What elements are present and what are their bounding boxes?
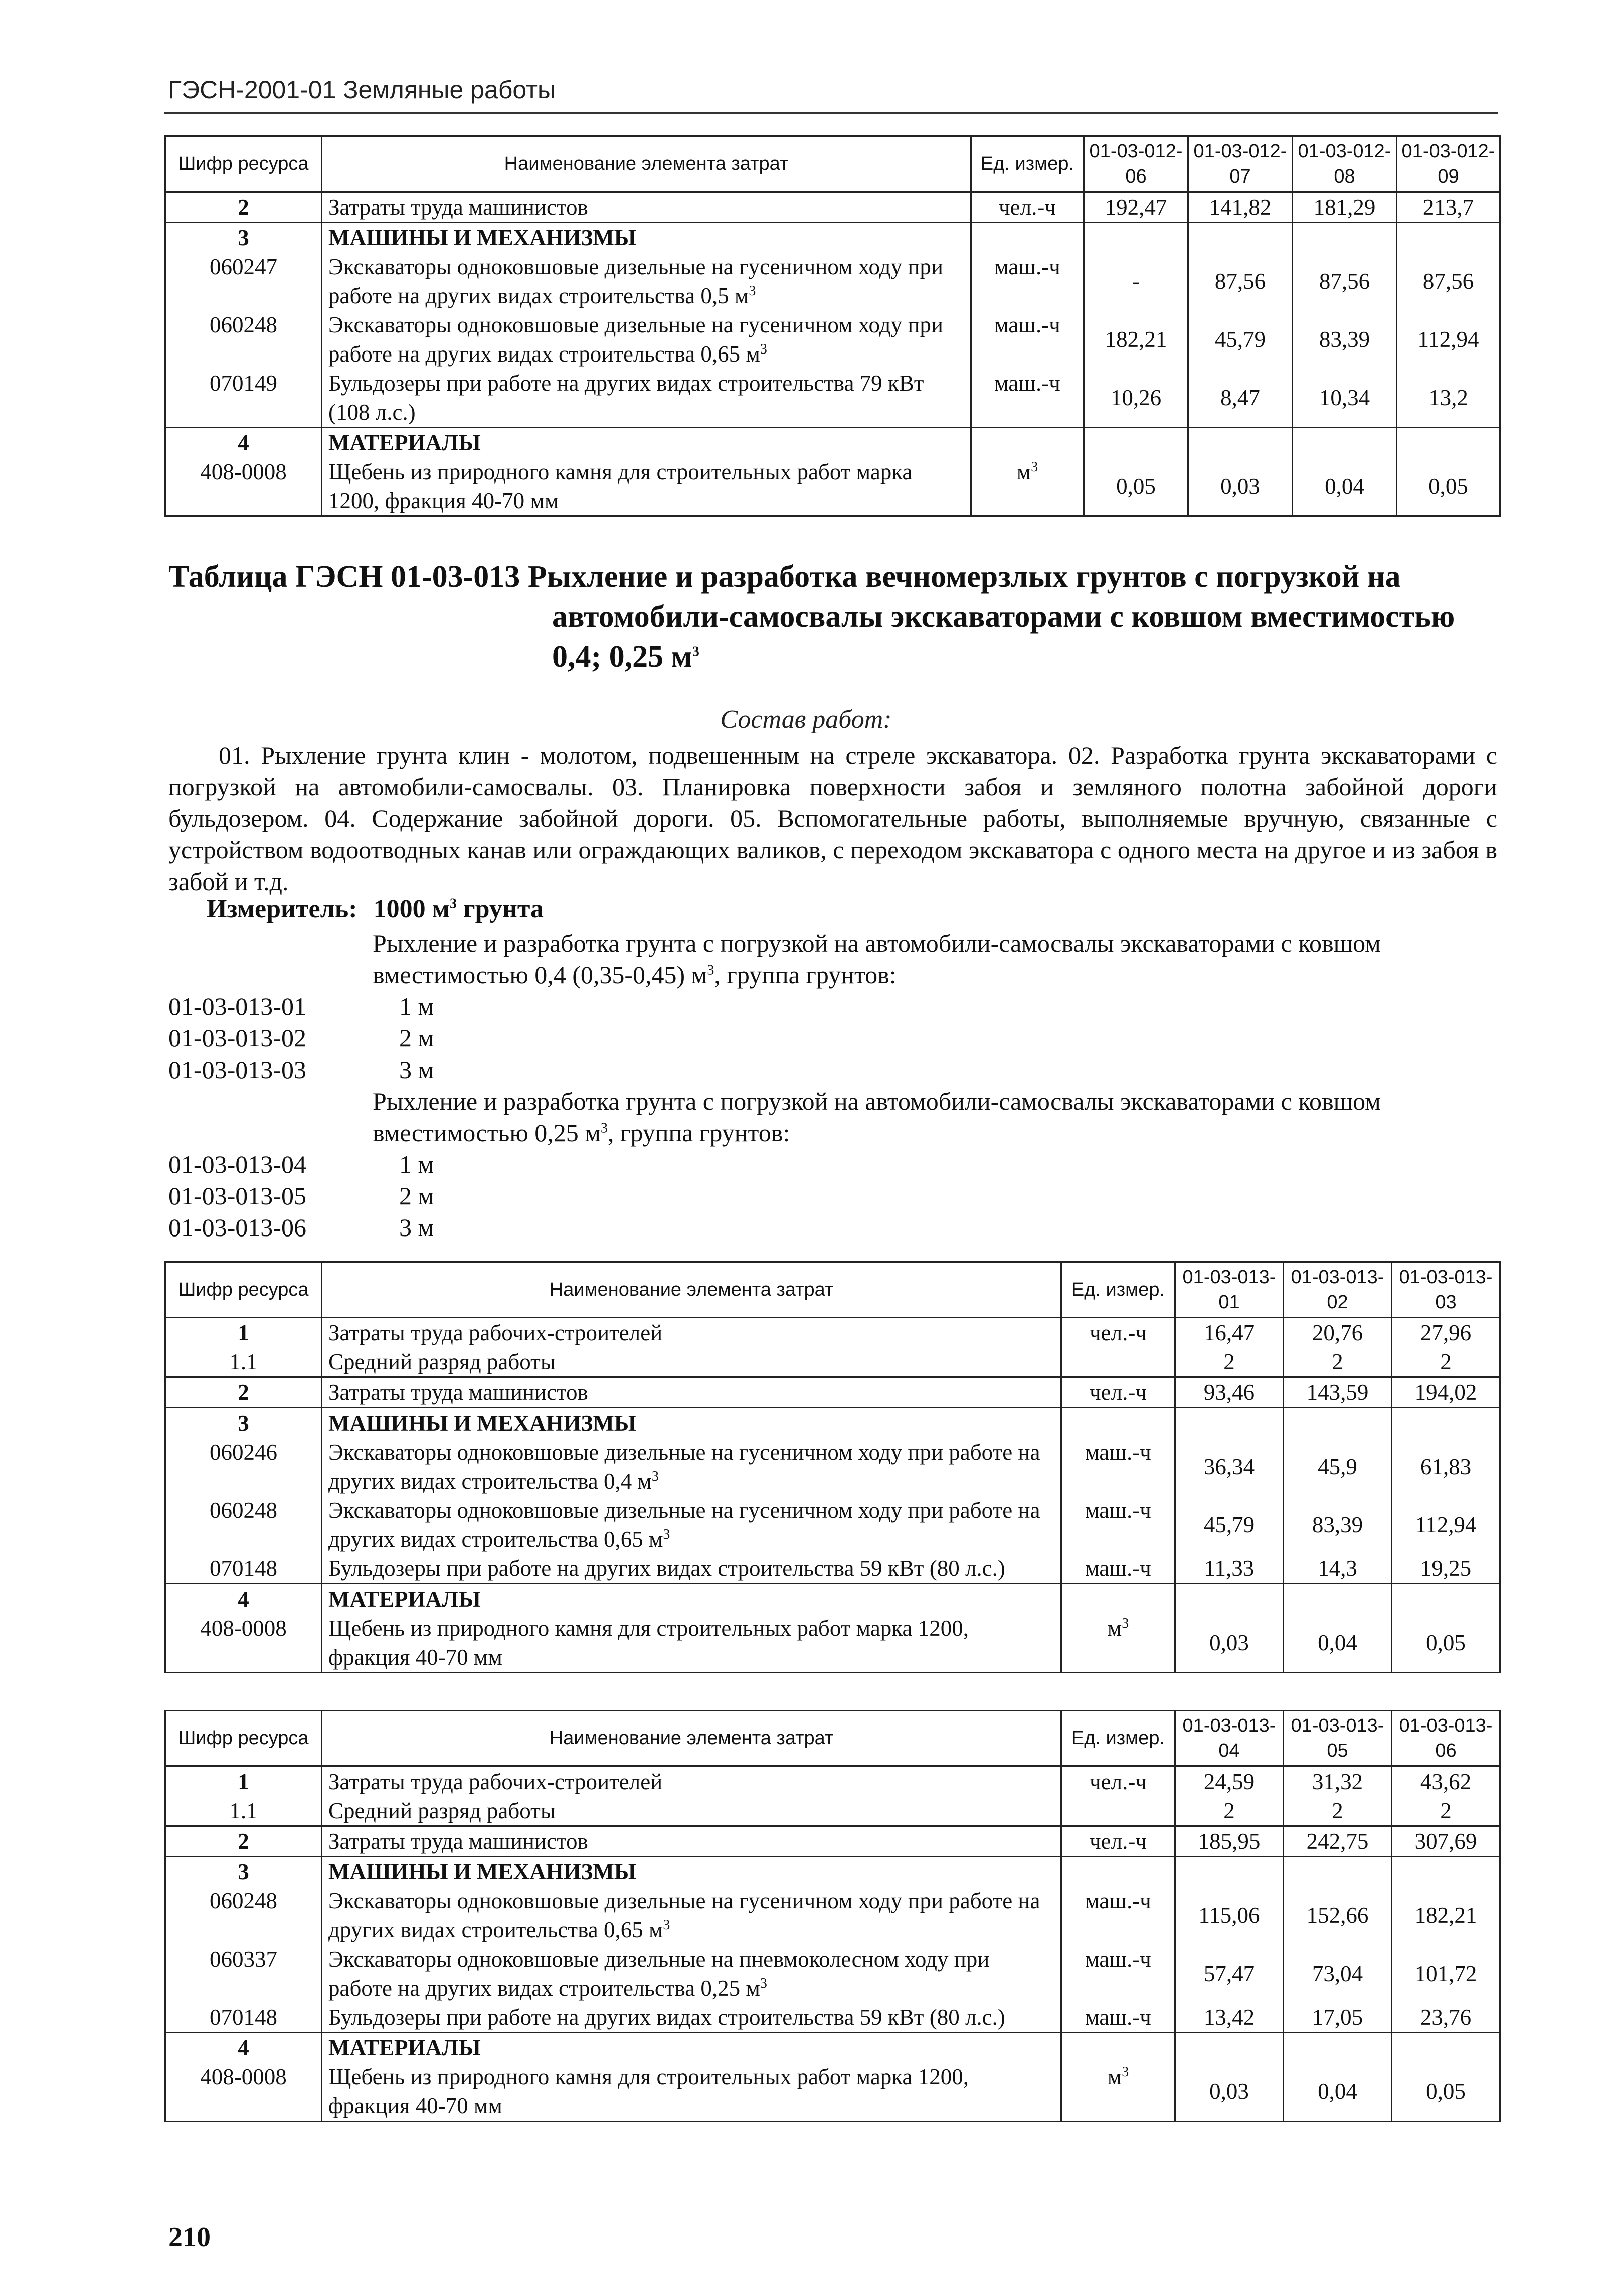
- resource-name-cell: Экскаваторы одноковшовые дизельные на гусеничном ходу при работе на других видах строительства 0,65 $м^3$: [322, 310, 971, 369]
- resource-unit: м: [1016, 459, 1031, 484]
- norm-description: Рыхление и разработка грунта с погрузкой на автомобили-самосвалы экскаваторами с ковшом вместимостью 0,4 (0,35-0,45) $м^3$, группа грунтов:: [373, 929, 1381, 989]
- table-row: [165, 2003, 1500, 2033]
- norm-value: 2: [1284, 1796, 1392, 1826]
- resource-name: Бульдозеры при работе на других видах строительства 59 кВт (80 л.с.): [322, 1554, 1061, 1584]
- resource-table-013-a: [164, 1261, 1501, 1673]
- norm-value: 182,21: [1392, 1886, 1500, 1945]
- composition-heading: Состав работ:: [720, 705, 892, 734]
- norm-value: 141,82: [1188, 192, 1293, 223]
- norm-code-row: [168, 1022, 434, 1054]
- resource-code: 070148: [165, 2003, 322, 2033]
- page-number: 210: [168, 2222, 211, 2253]
- resource-code: 2: [165, 1826, 322, 1857]
- norm-value: 112,94: [1392, 1496, 1500, 1554]
- resource-name: Средний разряд работы: [322, 1347, 1061, 1377]
- resource-table-012: [164, 135, 1501, 517]
- norm-code: 01-03-013-06: [168, 1213, 306, 1242]
- norm-value: 36,34: [1175, 1438, 1284, 1496]
- table-row: [165, 1886, 1500, 1945]
- col-header-norm: 01-03-013-05: [1284, 1711, 1392, 1767]
- norm-code-row: [168, 1149, 434, 1180]
- norm-value: 83,39: [1284, 1496, 1392, 1554]
- col-header-name: Наименование элемента затрат: [322, 1711, 1061, 1767]
- table-row: [165, 1377, 1500, 1408]
- resource-code: 060248: [165, 1886, 322, 1945]
- table-row: [165, 1438, 1500, 1496]
- norm-value: 0,04: [1293, 457, 1397, 516]
- resource-name: Затраты труда рабочих-строителей: [322, 1318, 1061, 1348]
- norm-value: 143,59: [1284, 1377, 1392, 1408]
- resource-name: Экскаваторы одноковшовые дизельные на гусеничном ходу при работе на других видах строительства 0,4 м: [328, 1440, 1040, 1494]
- resource-unit: маш.-ч: [1061, 2003, 1175, 2033]
- table-title-rest: автомобили-самосвалы экскаваторами с ковшом вместимостью 0,4; 0,25 м: [552, 600, 1455, 674]
- col-header-unit: Ед. измер.: [1061, 1711, 1175, 1767]
- norm-value: 0,04: [1284, 1614, 1392, 1673]
- resource-unit: чел.-ч: [1061, 1826, 1175, 1857]
- section-row: [165, 1584, 1500, 1614]
- norm-value: 61,83: [1392, 1438, 1500, 1496]
- measure-value: 1000 м: [373, 895, 450, 923]
- norm-value: 181,29: [1293, 192, 1397, 223]
- col-header-norm: 01-03-013-04: [1175, 1711, 1284, 1767]
- resource-code: 060337: [165, 1945, 322, 2003]
- resource-code: 070149: [165, 369, 322, 428]
- table-row: [165, 310, 1500, 369]
- col-header-norm: 01-03-013-01: [1175, 1262, 1284, 1318]
- resource-code: 1.1: [165, 1796, 322, 1826]
- resource-unit: маш.-ч: [1061, 1496, 1175, 1554]
- col-header-name: Наименование элемента затрат: [322, 1262, 1061, 1318]
- table-row: [165, 252, 1500, 310]
- col-header-unit: Ед. измер.: [971, 136, 1084, 192]
- resource-name-cell: Экскаваторы одноковшовые дизельные на гусеничном ходу при работе на других видах строительства 0,4 $м^3$: [322, 1438, 1061, 1496]
- table-row: [165, 1554, 1500, 1584]
- table-row: [165, 192, 1500, 223]
- table-row: [165, 369, 1500, 428]
- measure-suffix: грунта: [463, 895, 544, 923]
- resource-unit: чел.-ч: [1061, 1318, 1175, 1348]
- norm-value: 112,94: [1397, 310, 1500, 369]
- resource-unit: [1061, 1796, 1175, 1826]
- resource-code: 060246: [165, 1438, 322, 1496]
- norm-code-row: [168, 1212, 434, 1244]
- norm-code-row: [168, 1054, 434, 1086]
- table-header-row: [165, 136, 1500, 192]
- table-row: [165, 1347, 1500, 1377]
- resource-unit: маш.-ч: [971, 252, 1084, 310]
- resource-unit-cell: $м^3$: [971, 457, 1084, 516]
- resource-table-013-b: [164, 1710, 1501, 2122]
- soil-group: 3 м: [399, 1213, 434, 1242]
- norm-value: 0,05: [1084, 457, 1188, 516]
- resource-code: 060248: [165, 310, 322, 369]
- section-number: 4: [165, 428, 322, 458]
- resource-code: 060247: [165, 252, 322, 310]
- norm-value: 213,7: [1397, 192, 1500, 223]
- norm-value: 73,04: [1284, 1945, 1392, 2003]
- norm-code: 01-03-013-02: [168, 1024, 306, 1052]
- col-header-norm: 01-03-013-03: [1392, 1262, 1500, 1318]
- norm-description-text: Рыхление и разработка грунта с погрузкой на автомобили-самосвалы экскаваторами с ковшом вместимостью 0,25 м: [373, 1087, 1381, 1147]
- table-title-line: Таблица ГЭСН 01-03-013 Рыхление и разработка вечномерзлых грунтов с погрузкой на: [168, 560, 1401, 594]
- resource-code: 408-0008: [165, 2062, 322, 2122]
- norm-value: 87,56: [1188, 252, 1293, 310]
- resource-name: Затраты труда машинистов: [322, 192, 971, 223]
- resource-name-cell: Экскаваторы одноковшовые дизельные на гусеничном ходу при работе на других видах строительства 0,65 $м^3$: [322, 1496, 1061, 1554]
- norm-value: 24,59: [1175, 1767, 1284, 1797]
- section-number: 4: [165, 2033, 322, 2063]
- norm-value: 93,46: [1175, 1377, 1284, 1408]
- norm-value: 2: [1175, 1347, 1284, 1377]
- section-row: [165, 223, 1500, 253]
- measure-line: Измеритель: 1000 $м^3$ грунта: [207, 895, 544, 923]
- section-title: МАТЕРИАЛЫ: [322, 428, 971, 458]
- norm-value: 57,47: [1175, 1945, 1284, 2003]
- norm-value: 20,76: [1284, 1318, 1392, 1348]
- section-number: 3: [165, 223, 322, 253]
- col-header-code: Шифр ресурса: [165, 136, 322, 192]
- norm-value: 45,79: [1175, 1496, 1284, 1554]
- norm-value: 19,25: [1392, 1554, 1500, 1584]
- norm-value: 8,47: [1188, 369, 1293, 428]
- norm-value: 31,32: [1284, 1767, 1392, 1797]
- norm-value: 13,42: [1175, 2003, 1284, 2033]
- resource-unit: чел.-ч: [971, 192, 1084, 223]
- resource-name: Щебень из природного камня для строительных работ марка 1200, фракция 40-70 мм: [322, 2062, 1061, 2122]
- resource-name: Бульдозеры при работе на других видах строительства 79 кВт (108 л.с.): [322, 369, 971, 428]
- table-row: [165, 1496, 1500, 1554]
- norm-value: 0,03: [1188, 457, 1293, 516]
- table-row: [165, 1318, 1500, 1348]
- resource-unit: чел.-ч: [1061, 1377, 1175, 1408]
- section-row: [165, 2033, 1500, 2063]
- norm-description-suffix: , группа грунтов:: [714, 961, 897, 989]
- table-title: [168, 557, 1502, 677]
- norm-value: 87,56: [1293, 252, 1397, 310]
- norm-code: 01-03-013-03: [168, 1055, 306, 1084]
- col-header-norm: 01-03-012-09: [1397, 136, 1500, 192]
- norm-value: 11,33: [1175, 1554, 1284, 1584]
- norm-value: 2: [1392, 1347, 1500, 1377]
- resource-unit-cell: $м^3$: [1061, 2062, 1175, 2122]
- resource-code: 408-0008: [165, 457, 322, 516]
- col-header-norm: 01-03-013-06: [1392, 1711, 1500, 1767]
- norm-value: 182,21: [1084, 310, 1188, 369]
- soil-group: 1 м: [399, 992, 434, 1020]
- resource-name: Затраты труда машинистов: [322, 1826, 1061, 1857]
- norm-value: 194,02: [1392, 1377, 1500, 1408]
- section-title: МАШИНЫ И МЕХАНИЗМЫ: [322, 1857, 1061, 1887]
- resource-code: 2: [165, 1377, 322, 1408]
- norm-value: 10,26: [1084, 369, 1188, 428]
- norm-value: 307,69: [1392, 1826, 1500, 1857]
- header-rule: [164, 112, 1498, 114]
- norm-value: 23,76: [1392, 2003, 1500, 2033]
- resource-name: Экскаваторы одноковшовые дизельные на гусеничном ходу при работе на других видах строительства 0,65 м: [328, 1888, 1040, 1942]
- resource-unit: [1061, 1347, 1175, 1377]
- resource-unit: маш.-ч: [1061, 1886, 1175, 1945]
- norm-value: 152,66: [1284, 1886, 1392, 1945]
- norm-value: -: [1084, 252, 1188, 310]
- resource-unit: чел.-ч: [1061, 1767, 1175, 1797]
- table-header-row: [165, 1711, 1500, 1767]
- norm-value: 2: [1284, 1347, 1392, 1377]
- col-header-norm: 01-03-012-06: [1084, 136, 1188, 192]
- norm-value: 0,05: [1392, 1614, 1500, 1673]
- soil-group: 1 м: [399, 1150, 434, 1178]
- resource-name: Экскаваторы одноковшовые дизельные на гусеничном ходу при работе на других видах строительства 0,65 м: [328, 312, 944, 367]
- norm-value: 45,9: [1284, 1438, 1392, 1496]
- resource-unit: м: [1107, 2064, 1122, 2089]
- norm-description-suffix: , группа грунтов:: [607, 1119, 790, 1147]
- norm-code: 01-03-013-04: [168, 1150, 306, 1178]
- table-header-row: [165, 1262, 1500, 1318]
- section-title: МАТЕРИАЛЫ: [322, 1584, 1061, 1614]
- table-row: [165, 1826, 1500, 1857]
- norm-value: 45,79: [1188, 310, 1293, 369]
- resource-code: 1: [165, 1767, 322, 1797]
- col-header-unit: Ед. измер.: [1061, 1262, 1175, 1318]
- section-number: 3: [165, 1857, 322, 1887]
- norm-value: 27,96: [1392, 1318, 1500, 1348]
- norm-value: 43,62: [1392, 1767, 1500, 1797]
- table-row: [165, 1945, 1500, 2003]
- norm-value: 0,03: [1175, 1614, 1284, 1673]
- norm-value: 14,3: [1284, 1554, 1392, 1584]
- resource-unit-cell: $м^3$: [1061, 1614, 1175, 1673]
- table-row: [165, 1767, 1500, 1797]
- table-row: [165, 457, 1500, 516]
- section-number: 4: [165, 1584, 322, 1614]
- resource-name: Экскаваторы одноковшовые дизельные на гусеничном ходу при работе на других видах строительства 0,65 м: [328, 1498, 1040, 1552]
- resource-unit: маш.-ч: [971, 369, 1084, 428]
- norm-value: 101,72: [1392, 1945, 1500, 2003]
- resource-name: Экскаваторы одноковшовые дизельные на пневмоколесном ходу при работе на других видах строительства 0,25 м: [328, 1947, 990, 2001]
- composition-text: 01. Рыхление грунта клин - молотом, подвешенным на стреле экскаватора. 02. Разработка грунта экскаваторами с погрузкой на автомобили-самосвалы. 03. Планировка поверхности забоя и земляного полотна забойной дороги бульдозером. 04. Содержание забойной дороги. 05. Вспомогательные работы, выполняемые вручную, связанные с устройством водоотводных канав или ограждающих валиков, с переходом экскаватора с одного места на другое и из забоя в забой и т.д.: [168, 741, 1497, 896]
- table-row: [165, 2062, 1500, 2122]
- norm-value: 10,34: [1293, 369, 1397, 428]
- resource-name: Средний разряд работы: [322, 1796, 1061, 1826]
- soil-group: 3 м: [399, 1055, 434, 1084]
- resource-name-cell: Экскаваторы одноковшовые дизельные на гусеничном ходу при работе на других видах строительства 0,65 $м^3$: [322, 1886, 1061, 1945]
- norm-value: 87,56: [1397, 252, 1500, 310]
- soil-group: 2 м: [399, 1024, 434, 1052]
- norm-description-text: Рыхление и разработка грунта с погрузкой на автомобили-самосвалы экскаваторами с ковшом вместимостью 0,4 (0,35-0,45) м: [373, 929, 1381, 989]
- norm-value: 185,95: [1175, 1826, 1284, 1857]
- resource-code: 070148: [165, 1554, 322, 1584]
- resource-unit: м: [1107, 1616, 1122, 1641]
- norm-value: 13,2: [1397, 369, 1500, 428]
- table-row: [165, 1796, 1500, 1826]
- resource-name: Экскаваторы одноковшовые дизельные на гусеничном ходу при работе на других видах строительства 0,5 м: [328, 254, 944, 308]
- resource-unit: маш.-ч: [1061, 1554, 1175, 1584]
- norm-value: 192,47: [1084, 192, 1188, 223]
- section-row: [165, 1408, 1500, 1438]
- section-row: [165, 1857, 1500, 1887]
- running-header: ГЭСН-2001-01 Земляные работы: [168, 76, 556, 104]
- norm-value: 0,05: [1392, 2062, 1500, 2122]
- norm-value: 0,05: [1397, 457, 1500, 516]
- norm-value: 0,04: [1284, 2062, 1392, 2122]
- norm-value: 242,75: [1284, 1826, 1392, 1857]
- resource-code: 060248: [165, 1496, 322, 1554]
- norm-value: 115,06: [1175, 1886, 1284, 1945]
- resource-code: 2: [165, 192, 322, 223]
- norm-value: 2: [1392, 1796, 1500, 1826]
- table-title-continuation: автомобили-самосвалы экскаваторами с ковшом вместимостью 0,4; 0,25 $м^3$: [552, 600, 1455, 674]
- resource-unit: маш.-ч: [1061, 1438, 1175, 1496]
- resource-name: Затраты труда машинистов: [322, 1377, 1061, 1408]
- norm-code: 01-03-013-01: [168, 992, 306, 1020]
- col-header-code: Шифр ресурса: [165, 1711, 322, 1767]
- norm-value: 83,39: [1293, 310, 1397, 369]
- section-title: МАШИНЫ И МЕХАНИЗМЫ: [322, 1408, 1061, 1438]
- norm-code-row: [168, 991, 434, 1022]
- resource-code: 408-0008: [165, 1614, 322, 1673]
- col-header-code: Шифр ресурса: [165, 1262, 322, 1318]
- resource-name: Щебень из природного камня для строительных работ марка 1200, фракция 40-70 мм: [322, 457, 971, 516]
- col-header-norm: 01-03-012-07: [1188, 136, 1293, 192]
- resource-name: Затраты труда рабочих-строителей: [322, 1767, 1061, 1797]
- norm-value: 2: [1175, 1796, 1284, 1826]
- col-header-norm: 01-03-012-08: [1293, 136, 1397, 192]
- soil-group: 2 м: [399, 1182, 434, 1210]
- resource-unit: маш.-ч: [1061, 1945, 1175, 2003]
- col-header-name: Наименование элемента затрат: [322, 136, 971, 192]
- resource-code: 1: [165, 1318, 322, 1348]
- measure-label: Измеритель:: [207, 895, 357, 923]
- resource-code: 1.1: [165, 1347, 322, 1377]
- norm-value: 16,47: [1175, 1318, 1284, 1348]
- norm-description: Рыхление и разработка грунта с погрузкой на автомобили-самосвалы экскаваторами с ковшом вместимостью 0,25 $м^3$, группа грунтов:: [373, 1087, 1381, 1147]
- norm-value: 0,03: [1175, 2062, 1284, 2122]
- norm-code-row: [168, 1180, 434, 1212]
- section-number: 3: [165, 1408, 322, 1438]
- col-header-norm: 01-03-013-02: [1284, 1262, 1392, 1318]
- norm-code: 01-03-013-05: [168, 1182, 306, 1210]
- resource-name: Щебень из природного камня для строительных работ марка 1200, фракция 40-70 мм: [322, 1614, 1061, 1673]
- section-row: [165, 428, 1500, 458]
- norm-value: 17,05: [1284, 2003, 1392, 2033]
- resource-name-cell: Экскаваторы одноковшовые дизельные на пневмоколесном ходу при работе на других видах строительства 0,25 $м^3$: [322, 1945, 1061, 2003]
- resource-name: Бульдозеры при работе на других видах строительства 59 кВт (80 л.с.): [322, 2003, 1061, 2033]
- resource-unit: маш.-ч: [971, 310, 1084, 369]
- section-title: МАТЕРИАЛЫ: [322, 2033, 1061, 2063]
- table-row: [165, 1614, 1500, 1673]
- resource-name-cell: Экскаваторы одноковшовые дизельные на гусеничном ходу при работе на других видах строительства 0,5 $м^3$: [322, 252, 971, 310]
- section-title: МАШИНЫ И МЕХАНИЗМЫ: [322, 223, 971, 253]
